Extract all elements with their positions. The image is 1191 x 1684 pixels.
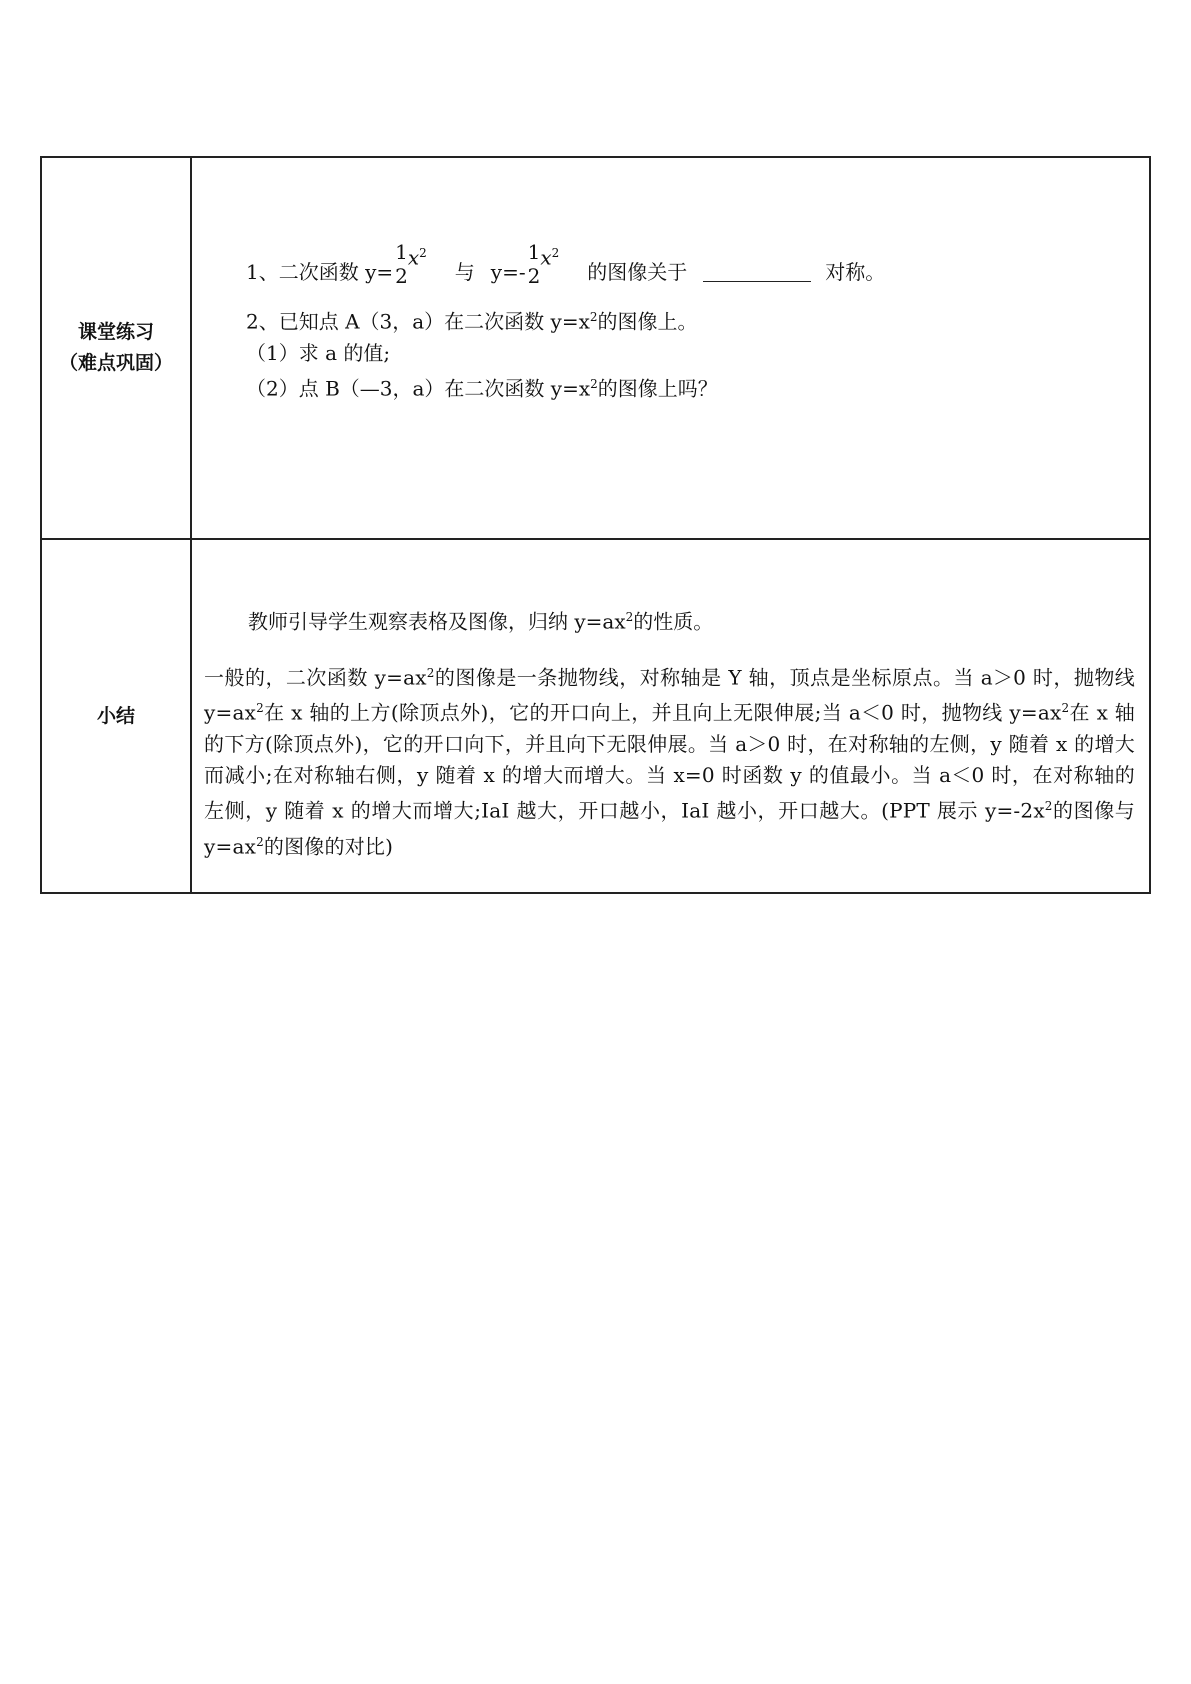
q1-answer-blank	[703, 259, 811, 282]
summary-label: 小结	[96, 704, 135, 727]
practice-label-subtitle: （难点巩固）	[58, 352, 173, 374]
lesson-plan-table	[40, 156, 1151, 894]
question-2	[246, 302, 1129, 404]
practice-content	[246, 224, 1129, 404]
q2-stem: 2、已知点 A（3，a）在二次函数 $y=x^2$的图像上。	[246, 309, 698, 334]
q2-sub-2: （2）点 B（—3，a）在二次函数 $y=x^2$的图像上吗？	[246, 376, 718, 401]
q1-variable-2: $x^2$	[540, 245, 560, 270]
q1-fraction-2-denominator: 2	[527, 264, 541, 288]
question-1	[246, 224, 1129, 288]
q1-second-prefix: y=-	[490, 260, 526, 284]
q1-fraction-2	[528, 240, 541, 288]
summary-intro: 教师引导学生观察表格及图像，归纳 $y=ax^2$的性质。	[248, 609, 714, 634]
practice-label-title: 课堂练习	[77, 321, 154, 343]
summary-body: 一般的，二次函数 $y=ax^2$的图像是一条抛物线，对称轴是 Y 轴，顶点是坐标原点。当 a＞0 时，抛物线 $y=ax^2$在 x 轴的上方(除顶点外)，它的开口向上，并且向上无限伸展;当 a＜0 时，抛物线 $y=ax^2$在 x 轴的下方(除顶点外)，它的开口向下，并且向下无限伸展。当 a＞0 时，在对称轴的左侧，y 随着 x 的增大而减小;在对称轴右侧，y 随着 x 的增大而增大。当 x=0 时函数 y 的值最小。当 a＜0 时，在对称轴的左侧，y 随着 x 的增大而增大;IaI 越大，开口越小，IaI 越小，开口越大。(PPT 展示 $y=-2x^2$的图像与 $y=ax^2$的图像的对比)	[204, 665, 1136, 859]
table-row-summary	[41, 539, 1150, 893]
summary-content-cell	[191, 539, 1150, 893]
practice-content-cell	[191, 157, 1150, 539]
summary-label-cell	[41, 539, 191, 893]
practice-label-cell	[41, 157, 191, 539]
q1-variable-1: $x^2$	[407, 245, 427, 270]
q2-sub-1: （1）求 a 的值;	[246, 340, 391, 365]
q1-suffix: 的图像关于	[587, 260, 688, 284]
q1-connector: 与	[454, 260, 475, 284]
q1-suffix-end: 对称。	[825, 260, 886, 284]
q1-fraction-1-denominator: 2	[395, 264, 408, 288]
q1-prefix: 1、二次函数 y=	[246, 260, 394, 284]
summary-content	[204, 602, 1135, 862]
q1-fraction-2-numerator: 1	[527, 240, 541, 264]
q1-fraction-1-numerator: 1	[395, 240, 408, 264]
q1-fraction-1	[395, 240, 408, 288]
table-row-practice	[41, 157, 1150, 539]
